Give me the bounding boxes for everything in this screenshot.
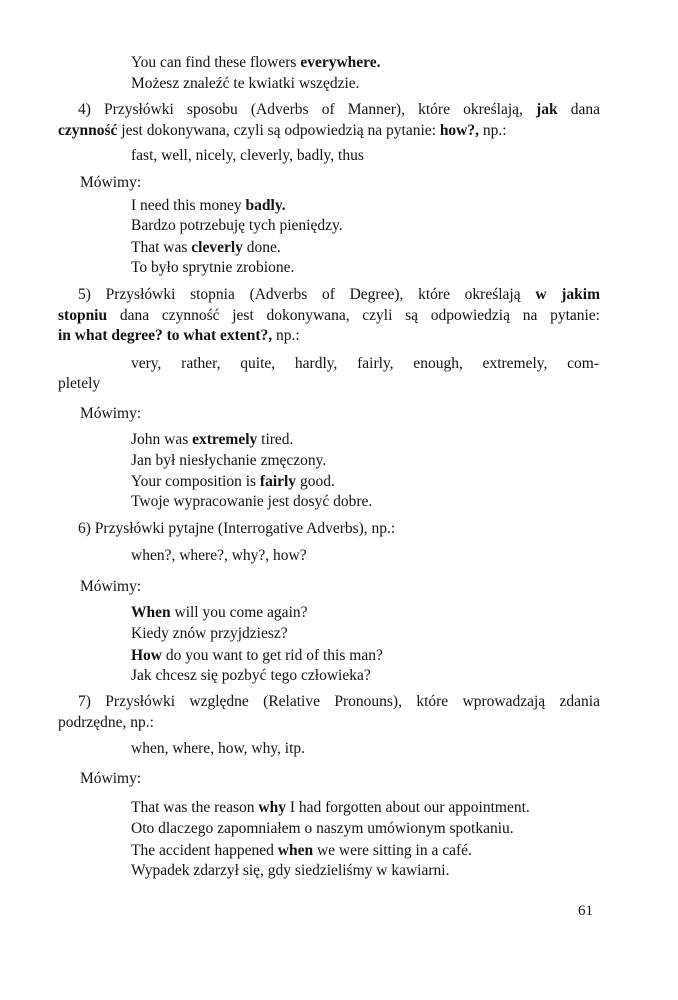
example-translation: To było sprytnie zrobione. [131, 259, 295, 276]
bold-keyword: stopniu [58, 307, 108, 324]
mowimy-label: Mówimy: [80, 770, 142, 787]
bold-keyword: everywhere. [300, 54, 381, 71]
bold-keyword: czynność [58, 122, 118, 139]
example-sentence: When will you come again? [131, 604, 308, 621]
example-translation: Wypadek zdarzył się, gdy siedzieliśmy w kawiarni. [131, 862, 450, 879]
example-sentence: The accident happened when we were sitting in a café. [131, 842, 472, 859]
example-translation: Bardzo potrzebuję tych pieniędzy. [131, 217, 343, 234]
bold-keyword: in what degree? to what extent?, [58, 327, 273, 344]
bold-keyword: cleverly [191, 239, 243, 256]
example-sentence: I need this money badly. [131, 197, 286, 214]
bold-keyword: why [258, 799, 286, 816]
example-sentence: John was extremely tired. [131, 431, 294, 448]
mowimy-label: Mówimy: [80, 405, 142, 422]
section-5-heading-cont: stopniu dana czynność jest dokonywana, czyli są odpowiedzią na pytanie: [58, 307, 600, 324]
adverb-list: very, rather, quite, hardly, fairly, enough, extremely, com- [131, 355, 599, 372]
example-translation: Możesz znaleźć te kwiatki wszędzie. [131, 75, 360, 92]
example-translation: Twoje wypracowanie jest dosyć dobre. [131, 493, 373, 510]
adverb-list: fast, well, nicely, cleverly, badly, thus [131, 147, 364, 164]
example-sentence: That was the reason why I had forgotten about our appointment. [131, 799, 530, 816]
adverb-list: when?, where?, why?, how? [131, 547, 307, 564]
example-sentence: That was cleverly done. [131, 239, 281, 256]
section-6-heading: 6) Przysłówki pytajne (Interrogative Adverbs), np.: [78, 520, 396, 537]
bold-keyword: badly. [245, 197, 286, 214]
bold-keyword: extremely [192, 431, 258, 448]
section-7-heading: 7) Przysłówki względne (Relative Pronouns), które wprowadzają zdania [78, 693, 600, 710]
example-sentence: You can find these flowers everywhere. [131, 54, 381, 71]
bold-keyword: w jakim [535, 286, 600, 303]
example-translation: Jak chcesz się pozbyć tego człowieka? [131, 667, 371, 684]
section-4-heading-cont: czynność jest dokonywana, czyli są odpowiedzią na pytanie: how?, np.: [58, 122, 507, 139]
bold-keyword: When [131, 604, 171, 621]
mowimy-label: Mówimy: [80, 578, 142, 595]
section-5-heading: 5) Przysłówki stopnia (Adverbs of Degree), które określają w jakim [78, 286, 600, 303]
mowimy-label: Mówimy: [80, 174, 142, 191]
bold-keyword: How [131, 647, 162, 664]
section-4-heading: 4) Przysłówki sposobu (Adverbs of Manner), które określają, jak dana [78, 101, 600, 118]
example-translation: Jan był niesłychanie zmęczony. [131, 452, 327, 469]
bold-keyword: how?, [439, 122, 480, 139]
page-number: 61 [578, 903, 593, 919]
section-5-heading-cont: in what degree? to what extent?, np.: [58, 327, 300, 344]
example-translation: Kiedy znów przyjdziesz? [131, 625, 288, 642]
adverb-list-cont: pletely [58, 375, 101, 392]
bold-keyword: jak [536, 101, 558, 118]
bold-keyword: when [277, 842, 314, 859]
section-7-heading-cont: podrzędne, np.: [58, 714, 154, 731]
example-translation: Oto dlaczego zapomniałem o naszym umówionym spotkaniu. [131, 820, 514, 837]
adverb-list: when, where, how, why, itp. [131, 740, 306, 757]
bold-keyword: fairly [259, 473, 297, 490]
example-sentence: How do you want to get rid of this man? [131, 647, 383, 664]
example-sentence: Your composition is fairly good. [131, 473, 335, 490]
